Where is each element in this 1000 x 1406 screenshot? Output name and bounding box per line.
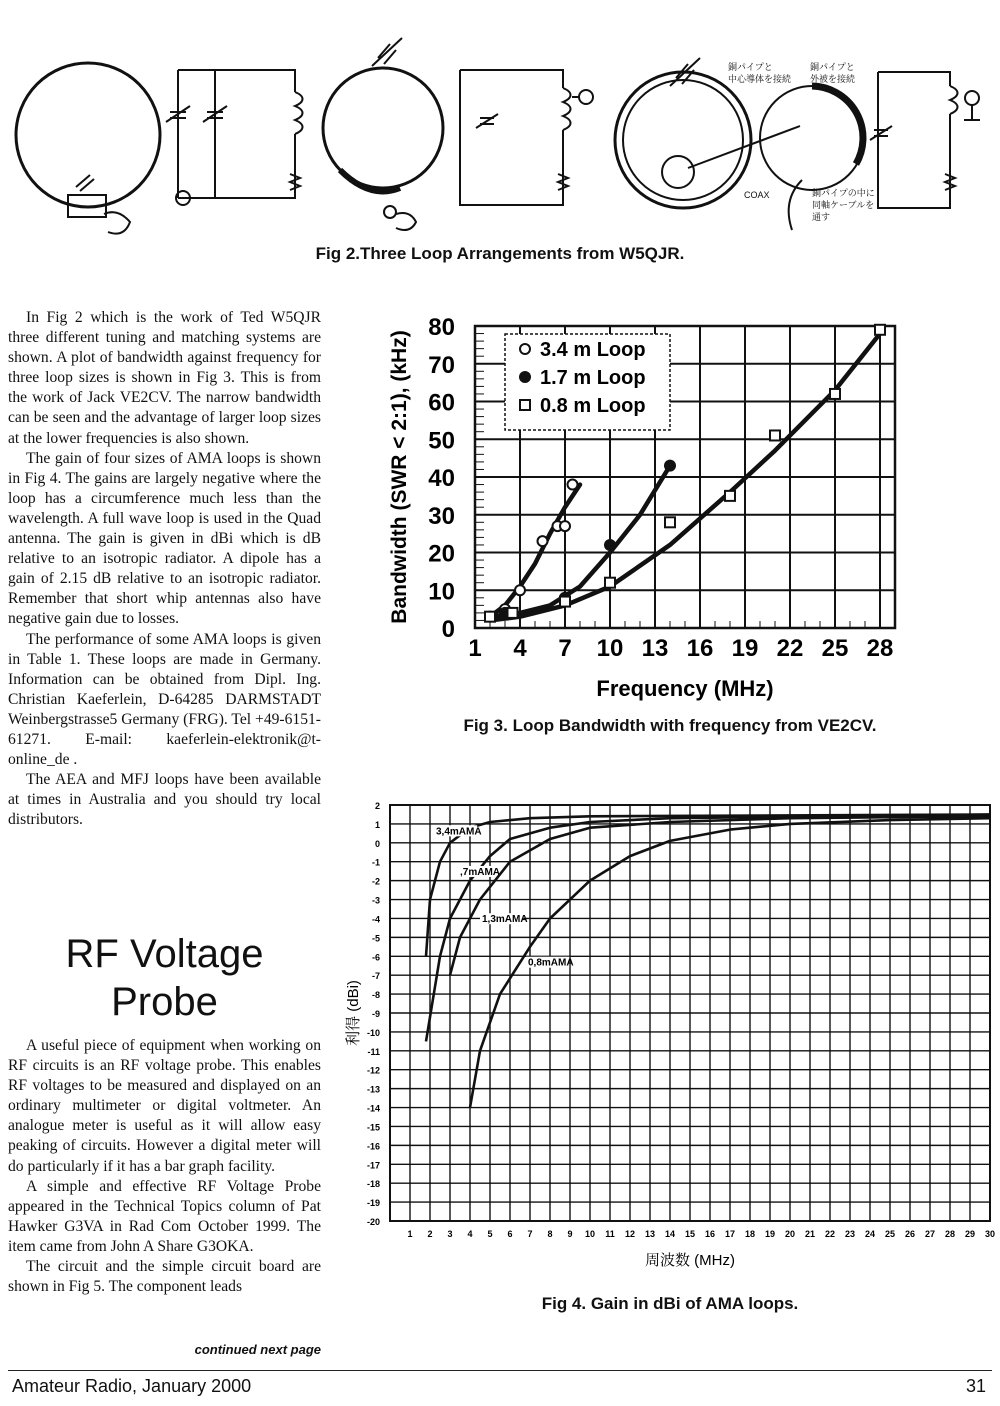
y-axis-label: 利得 (dBi) — [345, 980, 362, 1046]
data-point — [770, 430, 780, 440]
series-label: 3,4mAMA — [436, 826, 482, 838]
x-tick-label: 25 — [884, 1229, 896, 1239]
y-tick-label: -17 — [366, 1160, 380, 1171]
x-tick-label: 30 — [984, 1229, 996, 1239]
x-axis-label: 周波数 (MHz) — [645, 1252, 735, 1269]
coax-plug-1 — [104, 212, 130, 233]
x-tick-label: 20 — [784, 1229, 796, 1239]
series-label: ,7mAMA — [460, 866, 501, 878]
y-axis-label: Bandwidth (SWR < 2:1), (kHz) — [388, 330, 411, 624]
coax-label: COAX — [744, 190, 770, 200]
probe-heading-line2: Probe — [111, 980, 218, 1024]
x-tick-label: 24 — [864, 1229, 876, 1239]
y-tick-label: -18 — [366, 1179, 380, 1190]
fig3-chart — [340, 300, 1000, 712]
data-point — [664, 460, 676, 472]
x-tick-label: 2 — [427, 1229, 433, 1239]
x-tick-label: 23 — [844, 1229, 856, 1239]
x-tick-label: 29 — [964, 1229, 976, 1239]
data-point — [830, 389, 840, 399]
y-tick-label: -4 — [371, 914, 380, 925]
y-tick-label: 0 — [441, 616, 455, 643]
y-tick-label: -1 — [371, 857, 380, 868]
x-tick-label: 4 — [513, 635, 527, 662]
probe-heading — [8, 930, 321, 1026]
y-tick-label: 70 — [428, 351, 455, 379]
data-point — [665, 517, 675, 527]
legend-label: 0.8 m Loop — [540, 395, 646, 417]
probe-paragraph-2: A simple and effective RF Voltage Probe appeared in the Technical Topics column of Pat Hawker G3VA in Rad Com October 1999. The item came from John A Share G3OKA. — [8, 1177, 321, 1255]
jp-label-7: 通す — [812, 212, 831, 222]
fig4-chart — [340, 795, 1000, 1275]
y-tick-label: -5 — [371, 933, 380, 944]
x-tick-label: 14 — [664, 1229, 676, 1239]
legend-marker — [520, 400, 530, 410]
x-tick-label: 16 — [704, 1229, 716, 1239]
schematic-1 — [166, 70, 303, 205]
x-tick-label: 10 — [584, 1229, 596, 1239]
y-tick-label: 40 — [428, 465, 455, 492]
y-tick-label: -20 — [366, 1217, 380, 1227]
legend-marker — [519, 371, 531, 383]
data-point — [875, 325, 885, 335]
series-label: 0,8mAMA — [528, 957, 574, 969]
footer-rule — [8, 1370, 992, 1371]
y-tick-label: -10 — [366, 1027, 380, 1038]
fig2-caption: Fig 2.Three Loop Arrangements from W5QJR. — [315, 244, 685, 263]
fig2-diagram — [0, 0, 1000, 245]
x-tick-label: 6 — [507, 1229, 513, 1239]
footer-publication: Amateur Radio, January 2000 — [12, 1376, 252, 1396]
data-point — [508, 608, 518, 618]
x-tick-label: 9 — [567, 1229, 573, 1239]
data-point — [725, 491, 735, 501]
x-axis-label: Frequency (MHz) — [596, 676, 774, 701]
y-tick-label: -6 — [371, 952, 380, 963]
jp-label-3: 銅パイプと — [810, 62, 855, 72]
jp-label-1: 銅パイプと — [728, 62, 773, 72]
x-tick-label: 13 — [641, 635, 669, 662]
data-point — [538, 536, 548, 546]
data-point — [604, 539, 616, 551]
loop-2 — [323, 38, 443, 230]
article-text — [8, 308, 321, 830]
schematic-3 — [870, 72, 980, 208]
x-tick-label: 22 — [776, 635, 804, 662]
x-tick-label: 1 — [407, 1229, 413, 1239]
y-tick-label: -13 — [366, 1084, 380, 1095]
x-tick-label: 10 — [596, 635, 624, 662]
y-tick-label: -7 — [371, 971, 380, 982]
x-tick-label: 5 — [487, 1229, 493, 1239]
data-point — [515, 585, 525, 595]
y-tick-label: -3 — [371, 895, 380, 906]
x-tick-label: 26 — [904, 1229, 916, 1239]
article-paragraph-3: The performance of some AMA loops is given in Table 1. These loops are made in Germany. Information can be obtained from Dipl. Ing. Christian Kaeferlein, D-64285 DARMSTADT Weinbergstrasse5 Germany (FRG). Tel +49-6151-61271. E-mail: kaeferlein-elektronik@t-online_de . — [8, 630, 321, 769]
y-tick-label: -15 — [366, 1122, 380, 1133]
x-tick-label: 17 — [724, 1229, 736, 1239]
y-tick-label: 80 — [428, 314, 455, 341]
series-label: 1,3mAMA — [482, 914, 528, 926]
y-tick-label: -19 — [366, 1198, 380, 1209]
article-paragraph-1: In Fig 2 which is the work of Ted W5QJR three different tuning and matching systems are shown. A plot of bandwidth against frequency for three loop sizes is shown in Fig 3. This is from the work of Jack VE2CV. The narrow bandwidth can be seen and the advantage of larger loop sizes at the lower frequencies is also shown. — [8, 309, 321, 447]
x-tick-label: 7 — [558, 635, 572, 662]
x-tick-label: 18 — [744, 1229, 756, 1239]
data-point — [605, 578, 615, 588]
legend-marker — [520, 344, 530, 354]
coax-plug-2 — [396, 213, 416, 230]
jp-label-5: 銅パイプの中に — [812, 188, 875, 198]
x-tick-label: 16 — [686, 635, 714, 662]
jp-label-6: 同軸ケーブルを — [812, 200, 875, 210]
x-tick-label: 11 — [605, 1229, 615, 1239]
probe-heading-line1: RF Voltage — [65, 932, 264, 976]
x-tick-label: 28 — [866, 635, 894, 662]
x-tick-label: 25 — [821, 635, 849, 662]
article-paragraph-4: The AEA and MFJ loops have been available at times in Australia and you should try local distributors. — [8, 771, 321, 829]
y-tick-label: -9 — [371, 1009, 380, 1019]
y-tick-label: 2 — [374, 801, 380, 811]
y-tick-label: -8 — [371, 990, 380, 1001]
x-tick-label: 15 — [684, 1229, 696, 1239]
y-tick-label: 30 — [428, 502, 455, 530]
y-tick-label: -2 — [371, 876, 380, 887]
x-tick-label: 3 — [447, 1229, 453, 1239]
y-tick-label: 60 — [428, 389, 455, 417]
x-tick-label: 7 — [527, 1229, 533, 1239]
x-tick-label: 28 — [944, 1229, 956, 1239]
fig3-caption: Fig 3. Loop Bandwidth with frequency from VE2CV. — [463, 716, 877, 735]
loop-1 — [16, 63, 160, 234]
continued-note: continued next page — [194, 1342, 321, 1357]
probe-paragraph-1: A useful piece of equipment when working on RF circuits is an RF voltage probe. This enables RF voltages to be measured and displayed on an ordinary multimeter or digital voltmeter. An analogue meter is useful as it will allow easy peaking of circuits. However a digital meter will do particularly if it has a bar graph facility. — [8, 1037, 321, 1175]
y-tick-label: 20 — [428, 540, 455, 568]
x-tick-label: 8 — [547, 1229, 553, 1239]
x-tick-label: 1 — [468, 635, 482, 662]
x-tick-label: 13 — [644, 1229, 656, 1239]
x-tick-label: 12 — [624, 1229, 636, 1239]
x-tick-label: 22 — [824, 1229, 836, 1239]
jp-label-4: 外被を接続 — [810, 74, 856, 84]
x-tick-label: 27 — [924, 1229, 936, 1239]
jp-label-2: 中心導体を接続 — [728, 74, 792, 84]
y-tick-label: -12 — [366, 1065, 380, 1076]
schematic-2 — [460, 70, 593, 205]
data-point — [485, 612, 495, 622]
y-tick-label: 50 — [428, 427, 455, 455]
y-tick-label: 1 — [374, 819, 380, 830]
legend-label: 3.4 m Loop — [540, 339, 646, 361]
fig4-caption: Fig 4. Gain in dBi of AMA loops. — [541, 1294, 799, 1313]
y-tick-label: -14 — [366, 1103, 380, 1114]
legend — [505, 334, 670, 430]
page-number: 31 — [965, 1376, 986, 1396]
x-tick-label: 21 — [804, 1229, 816, 1239]
probe-paragraph-3: The circuit and the simple circuit board are shown in Fig 5. The component leads — [8, 1258, 321, 1296]
data-point — [568, 480, 578, 490]
data-point — [560, 521, 570, 531]
y-tick-label: 10 — [428, 578, 455, 606]
x-tick-label: 19 — [731, 635, 759, 662]
y-tick-label: -11 — [367, 1046, 380, 1057]
series-line — [450, 816, 990, 975]
legend-label: 1.7 m Loop — [540, 367, 646, 389]
x-tick-label: 4 — [467, 1229, 473, 1239]
y-tick-label: -16 — [366, 1141, 380, 1152]
y-tick-label: 0 — [374, 838, 380, 849]
x-tick-label: 19 — [764, 1229, 776, 1239]
article-paragraph-2: The gain of four sizes of AMA loops is shown in Fig 4. The gains are largely negative where the loop has a circumference much less than the wavelength. A full wave loop is used in the Quad antenna. The gain is given in dBi which is dB relative to an isotropic radiator. A dipole has a gain of 2.15 dB relative to an isotropic radiator. Remember that short whip antennas also have negative gain due to losses. — [8, 449, 321, 628]
data-point — [560, 597, 570, 607]
probe-text — [8, 1036, 321, 1297]
